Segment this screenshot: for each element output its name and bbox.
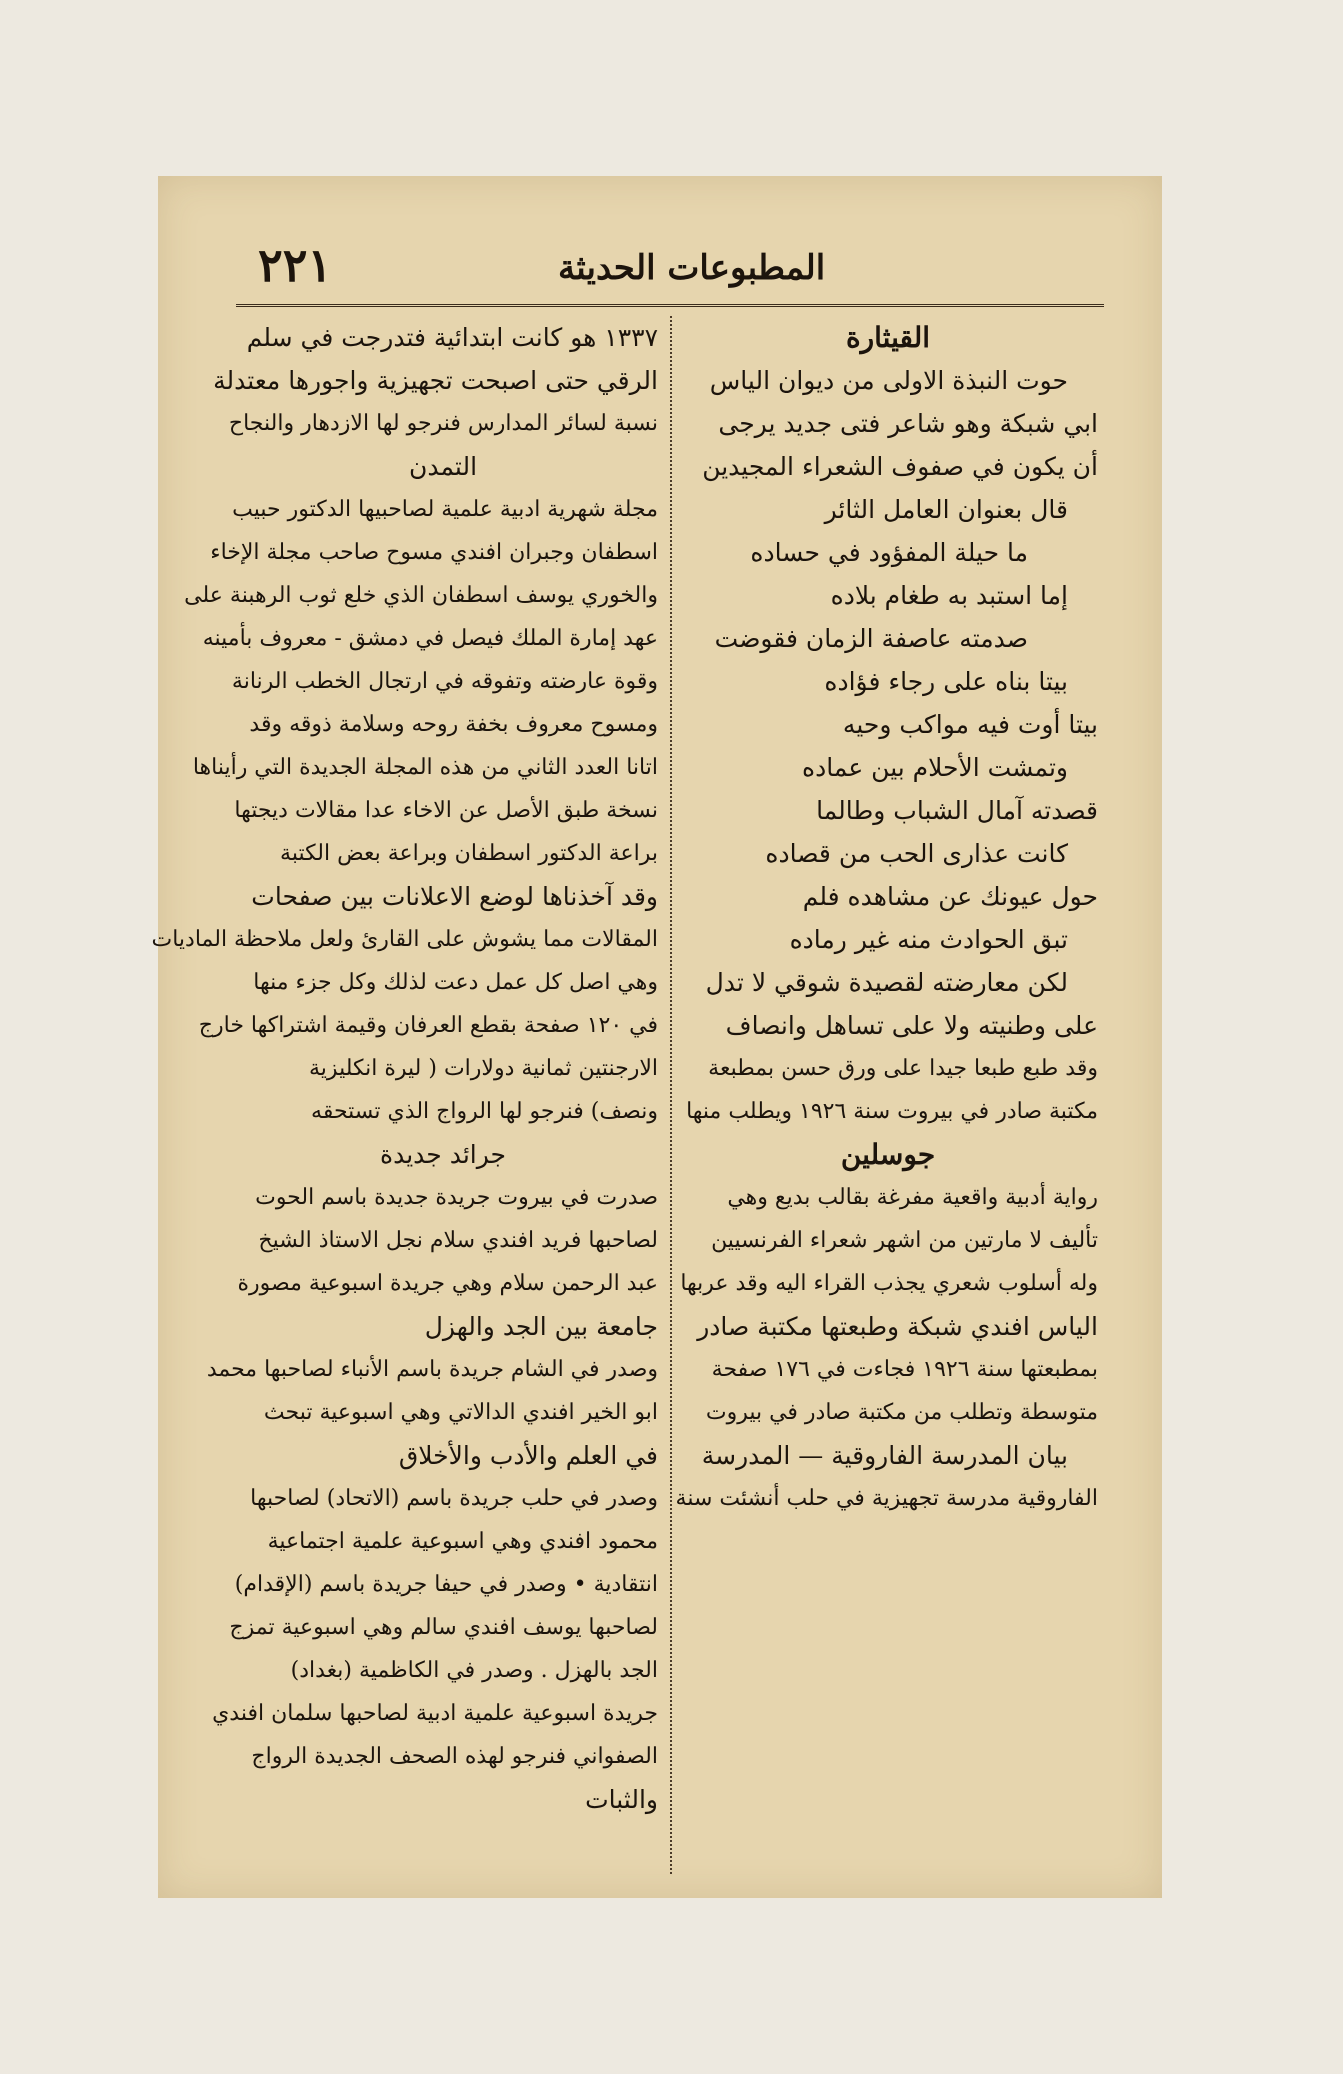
text-line: وله أسلوب شعري يجذب القراء اليه وقد عربها	[680, 1271, 1098, 1296]
page-header	[228, 236, 1098, 306]
text-line: رواية أدبية واقعية مفرغة بقالب بديع وهي	[727, 1185, 1098, 1210]
left-column	[151, 316, 658, 1821]
header-rule	[236, 304, 1104, 313]
text-line: صدمته عاصفة الزمان فقوضت	[714, 624, 1028, 653]
text-line: تأليف لا مارتين من اشهر شعراء الفرنسيين	[711, 1228, 1098, 1253]
text-line: اسطفان وجبران افندي مسوح صاحب مجلة الإخاء	[210, 540, 658, 565]
text-line: لصاحبها فريد افندي سلام نجل الاستاذ الشيخ	[258, 1228, 658, 1253]
text-line: اتانا العدد الثاني من هذه المجلة الجديدة التي رأيناها	[192, 755, 658, 780]
text-line: ١٣٣٧ هو كانت ابتدائية فتدرجت في سلم	[246, 323, 658, 352]
text-line: بمطبعتها سنة ١٩٢٦ فجاءت في ١٧٦ صفحة	[711, 1357, 1098, 1382]
text-line: الياس افندي شبكة وطبعتها مكتبة صادر	[697, 1312, 1098, 1341]
section-heading: جوسلين	[840, 1138, 936, 1171]
running-title: المطبوعات الحديثة	[558, 248, 826, 288]
page-number: ٢٢١	[258, 238, 333, 292]
text-line: الصفواني فنرجو لهذه الصحف الجديدة الرواج	[251, 1744, 658, 1769]
text-line: لكن معارضته لقصيدة شوقي لا تدل	[705, 968, 1068, 997]
text-line: والثبات	[585, 1785, 658, 1814]
text-line: متوسطة وتطلب من مكتبة صادر في بيروت	[705, 1400, 1098, 1425]
text-line: جامعة بين الجد والهزل	[424, 1312, 658, 1341]
text-line: عهد إمارة الملك فيصل في دمشق - معروف بأمينه	[202, 626, 658, 651]
text-line: المقالات مما يشوش على القارئ ولعل ملاحظة الماديات	[151, 927, 658, 952]
text-line: وقوة عارضته وتفوقه في ارتجال الخطب الرنانة	[231, 669, 658, 694]
text-line: جريدة اسبوعية علمية ادبية لصاحبها سلمان افندي	[212, 1701, 658, 1726]
section-heading: جرائد جديدة	[380, 1140, 506, 1169]
text-line: براعة الدكتور اسطفان وبراعة بعض الكتبة	[280, 841, 658, 866]
text-line: على وطنيته ولا على تساهل وانصاف	[725, 1011, 1098, 1040]
text-line: مجلة شهرية ادبية علمية لصاحبيها الدكتور حبيب	[232, 497, 658, 522]
text-line: وصدر في حلب جريدة باسم (الاتحاد) لصاحبها	[250, 1486, 658, 1511]
right-column	[675, 316, 1098, 1520]
text-line: الجد بالهزل . وصدر في الكاظمية (بغداد)	[290, 1658, 658, 1683]
text-line: تبق الحوادث منه غير رماده	[789, 925, 1068, 954]
text-line: محمود افندي وهي اسبوعية علمية اجتماعية	[267, 1529, 658, 1554]
text-line: ما حيلة المفؤود في حساده	[750, 538, 1028, 567]
text-line: قال بعنوان العامل الثائر	[824, 495, 1068, 524]
text-line: كانت عذارى الحب من قصاده	[765, 839, 1068, 868]
text-line: نسبة لسائر المدارس فنرجو لها الازدهار والنجاح	[228, 411, 658, 436]
text-line: حوت النبذة الاولى من ديوان الياس	[709, 366, 1068, 395]
text-line: لصاحبها يوسف افندي سالم وهي اسبوعية تمزج	[229, 1615, 658, 1640]
section-heading: التمدن	[408, 452, 478, 481]
text-line: وقد آخذناها لوضع الاعلانات بين صفحات	[251, 882, 658, 911]
text-line: والخوري يوسف اسطفان الذي خلع ثوب الرهبنة على	[184, 583, 658, 608]
book-page	[151, 176, 1162, 1898]
text-line: وتمشت الأحلام بين عماده	[802, 753, 1068, 782]
text-line: أن يكون في صفوف الشعراء المجيدين	[702, 452, 1098, 481]
text-line: نسخة طبق الأصل عن الاخاء عدا مقالات ديجتها	[234, 798, 658, 823]
text-line: ابو الخير افندي الدالاتي وهي اسبوعية تبحث	[263, 1400, 658, 1425]
text-line: بيتا أوت فيه مواكب وحيه	[842, 710, 1098, 739]
text-line: صدرت في بيروت جريدة جديدة باسم الحوت	[255, 1185, 658, 1210]
text-line: الفاروقية مدرسة تجهيزية في حلب أنشئت سنة	[675, 1486, 1098, 1511]
text-line: قصدته آمال الشباب وطالما	[816, 796, 1098, 825]
text-line: وصدر في الشام جريدة باسم الأنباء لصاحبها محمد	[206, 1357, 658, 1382]
text-line: مكتبة صادر في بيروت سنة ١٩٢٦ ويطلب منها	[686, 1099, 1098, 1124]
text-line: وقد طبع طبعا جيدا على ورق حسن بمطبعة	[708, 1056, 1098, 1081]
section-heading: القيثارة	[845, 321, 931, 354]
text-line: الرقي حتى اصبحت تجهيزية واجورها معتدلة	[213, 366, 658, 395]
text-line: وهي اصل كل عمل دعت لذلك وكل جزء منها	[253, 970, 658, 995]
text-line: بيتا بناه على رجاء فؤاده	[824, 667, 1068, 696]
text-line: ونصف) فنرجو لها الرواج الذي تستحقه	[311, 1099, 658, 1124]
text-line: الارجنتين ثمانية دولارات ( ليرة انكليزية	[309, 1056, 658, 1081]
text-line: إما استبد به طغام بلاده	[830, 581, 1068, 610]
text-line: ومسوح معروف بخفة روحه وسلامة ذوقه وقد	[249, 712, 658, 737]
text-line: بيان المدرسة الفاروقية — المدرسة	[701, 1441, 1068, 1470]
text-line: في ١٢٠ صفحة بقطع العرفان وقيمة اشتراكها خارج	[198, 1013, 658, 1038]
text-line: حول عيونك عن مشاهده فلم	[802, 882, 1098, 911]
text-line: في العلم والأدب والأخلاق	[398, 1441, 658, 1470]
text-line: ابي شبكة وهو شاعر فتى جديد يرجى	[718, 409, 1098, 438]
text-line: انتقادية • وصدر في حيفا جريدة باسم (الإقدام)	[234, 1572, 658, 1597]
text-line: عبد الرحمن سلام وهي جريدة اسبوعية مصورة	[237, 1271, 658, 1296]
column-divider	[670, 316, 672, 1874]
